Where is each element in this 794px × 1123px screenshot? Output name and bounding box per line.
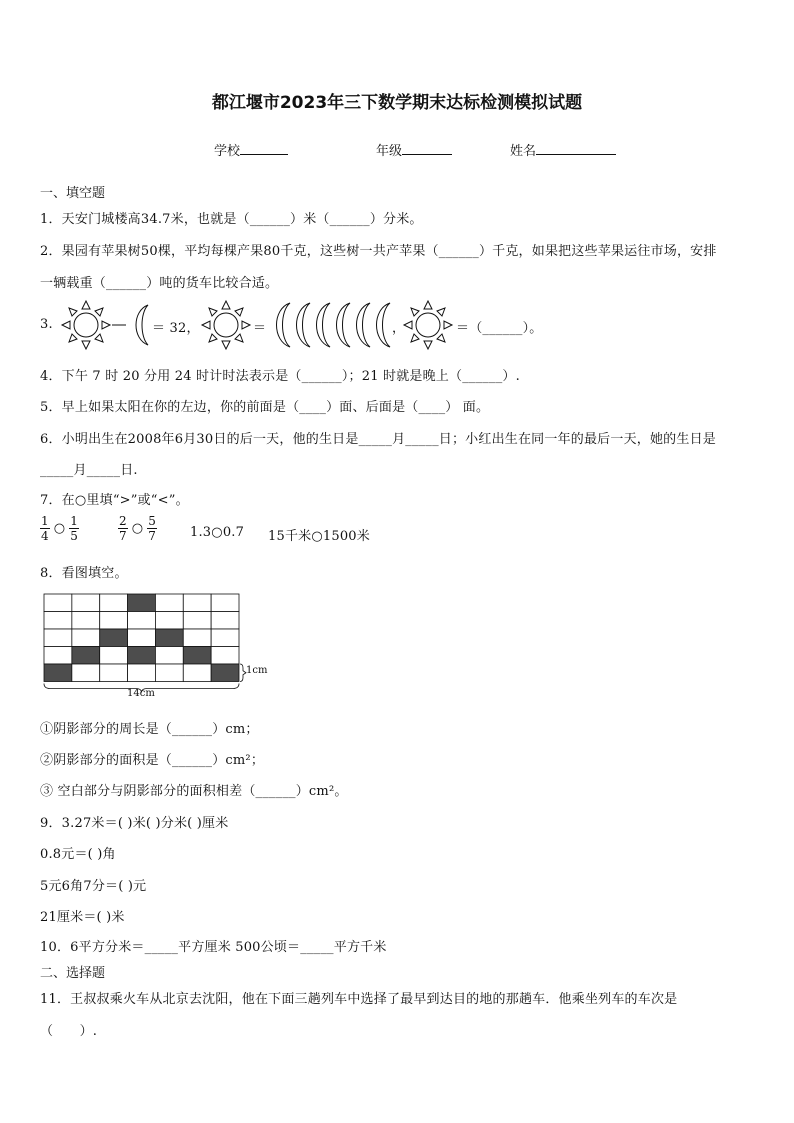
moon-icon — [337, 303, 351, 347]
moon-icon — [297, 303, 311, 347]
question-6-line-2: _____月_____日. — [40, 463, 138, 478]
page-title: 都江堰市2023年三下数学期末达标检测模拟试题 — [211, 93, 583, 113]
blank-cell — [44, 594, 72, 612]
fraction-denominator: 7 — [148, 529, 156, 543]
blank-cell — [44, 612, 72, 630]
sun-icon — [60, 299, 112, 351]
moon-icon — [317, 303, 331, 347]
blank-cell — [100, 647, 128, 665]
question-11-line-2: （ ）. — [40, 1024, 98, 1039]
shaded-cell — [128, 647, 156, 665]
blank-cell — [128, 664, 156, 682]
blank-cell — [183, 664, 211, 682]
blank-cell — [44, 629, 72, 647]
blank-cell — [72, 629, 100, 647]
question-9-line-3: 5元6角7分＝( )元 — [40, 879, 147, 894]
question-9-line-4: 21厘米＝( )米 — [40, 910, 125, 925]
sun-icon — [402, 299, 454, 351]
blank-cell — [128, 612, 156, 630]
section-heading-choice: 二、选择题 — [40, 966, 106, 981]
fraction-numerator: 1 — [70, 514, 78, 528]
question-7-stem: 7．在○里填“>”或“<”。 — [40, 493, 189, 508]
question-3-number: 3. — [40, 317, 53, 332]
shaded-cell — [155, 629, 183, 647]
blank-cell — [100, 594, 128, 612]
question-9-line-2: 0.8元＝( )角 — [40, 847, 116, 862]
moon-row — [268, 301, 392, 349]
blank-cell — [128, 629, 156, 647]
blank-cell — [72, 612, 100, 630]
blank-cell — [44, 647, 72, 665]
grid-figure — [44, 594, 294, 704]
fraction-numerator: 2 — [119, 514, 127, 528]
dash-connector — [112, 324, 126, 328]
sun-icon — [200, 299, 252, 351]
question-2-line-1: 2．果园有苹果树50棵，平均每棵产果80千克，这些树一共产苹果（______）千克，如果把这些苹果运往市场，安排 — [40, 244, 717, 259]
question-2-line-2: 一辆载重（______）吨的货车比较合适。 — [40, 276, 279, 291]
shaded-cell — [72, 647, 100, 665]
blank-cell — [155, 647, 183, 665]
height-label: 1cm — [246, 665, 268, 676]
question-11-line-1: 11．王叔叔乘火车从北京去沈阳，他在下面三趟列车中选择了最早到达目的地的那趟车．他乘坐列车的车次是 — [40, 992, 678, 1007]
fraction-denominator: 5 — [70, 529, 78, 543]
moon-icon — [128, 303, 154, 347]
question-3-eq-3: ＝（______）。 — [456, 321, 543, 336]
school-blank[interactable] — [240, 141, 288, 155]
question-8-sub-1: ①阴影部分的周长是（______）cm； — [40, 722, 259, 737]
school-field — [214, 140, 288, 159]
width-label: 14cm — [127, 688, 155, 699]
compare-fraction-2 — [118, 514, 157, 543]
fraction-denominator: 7 — [119, 529, 127, 543]
question-8-sub-3: ③ 空白部分与阴影部分的面积相差（______）cm²。 — [40, 784, 348, 799]
grade-label: 年级 — [376, 144, 403, 159]
blank-cell — [183, 594, 211, 612]
question-3-eq-2: ＝ — [253, 321, 267, 336]
blank-cell — [100, 612, 128, 630]
blank-cell — [155, 664, 183, 682]
blank-cell — [183, 612, 211, 630]
shaded-cell — [44, 664, 72, 682]
question-6-line-1: 6．小明出生在2008年6月30日的后一天，他的生日是_____月_____日；小红出生在同一年的最后一天，她的生日是 — [40, 432, 716, 447]
section-heading-fill: 一、填空题 — [40, 186, 106, 201]
fraction-numerator: 5 — [148, 514, 156, 528]
question-4: 4．下午 7 时 20 分用 24 时计时法表示是（______）；21 时就是晚上（______）. — [40, 369, 520, 384]
school-label: 学校 — [214, 144, 241, 159]
question-9-line-1: 9．3.27米＝( )米( )分米( )厘米 — [40, 816, 229, 831]
compare-fraction-1 — [40, 514, 79, 543]
blank-cell — [72, 664, 100, 682]
compare-length: 15千米○1500米 — [268, 529, 370, 544]
blank-cell — [211, 647, 239, 665]
blank-cell — [183, 629, 211, 647]
question-8-sub-2: ②阴影部分的面积是（______）cm²； — [40, 753, 265, 768]
question-1: 1．天安门城楼高34.7米，也就是（______）米（______）分米。 — [40, 212, 423, 227]
compare-circle[interactable]: ○ — [131, 521, 144, 536]
shaded-cell — [183, 647, 211, 665]
question-10: 10．6平方分米＝_____平方厘米 500公顷＝_____平方千米 — [40, 940, 387, 955]
question-3-eq-1: ＝ 32， — [152, 321, 200, 336]
blank-cell — [100, 664, 128, 682]
shaded-cell — [211, 664, 239, 682]
fraction-numerator: 1 — [41, 514, 49, 528]
question-3-comma: ， — [392, 321, 406, 336]
name-blank[interactable] — [536, 141, 616, 155]
question-5: 5．早上如果太阳在你的左边，你的前面是（____）面、后面是（____） 面。 — [40, 400, 490, 415]
moon-icon — [357, 303, 371, 347]
fraction-denominator: 4 — [41, 529, 49, 543]
shaded-cell — [128, 594, 156, 612]
moon-icon — [377, 303, 391, 347]
name-field — [510, 140, 616, 159]
blank-cell — [72, 594, 100, 612]
shaded-cell — [100, 629, 128, 647]
moon-icon — [277, 303, 291, 347]
name-label: 姓名 — [510, 144, 537, 159]
compare-decimal: 1.3○0.7 — [190, 525, 245, 540]
blank-cell — [211, 612, 239, 630]
blank-cell — [211, 594, 239, 612]
blank-cell — [155, 612, 183, 630]
question-8-stem: 8．看图填空。 — [40, 566, 128, 581]
blank-cell — [155, 594, 183, 612]
blank-cell — [211, 629, 239, 647]
grade-blank[interactable] — [402, 141, 452, 155]
grade-field — [376, 140, 452, 159]
compare-circle[interactable]: ○ — [53, 521, 66, 536]
